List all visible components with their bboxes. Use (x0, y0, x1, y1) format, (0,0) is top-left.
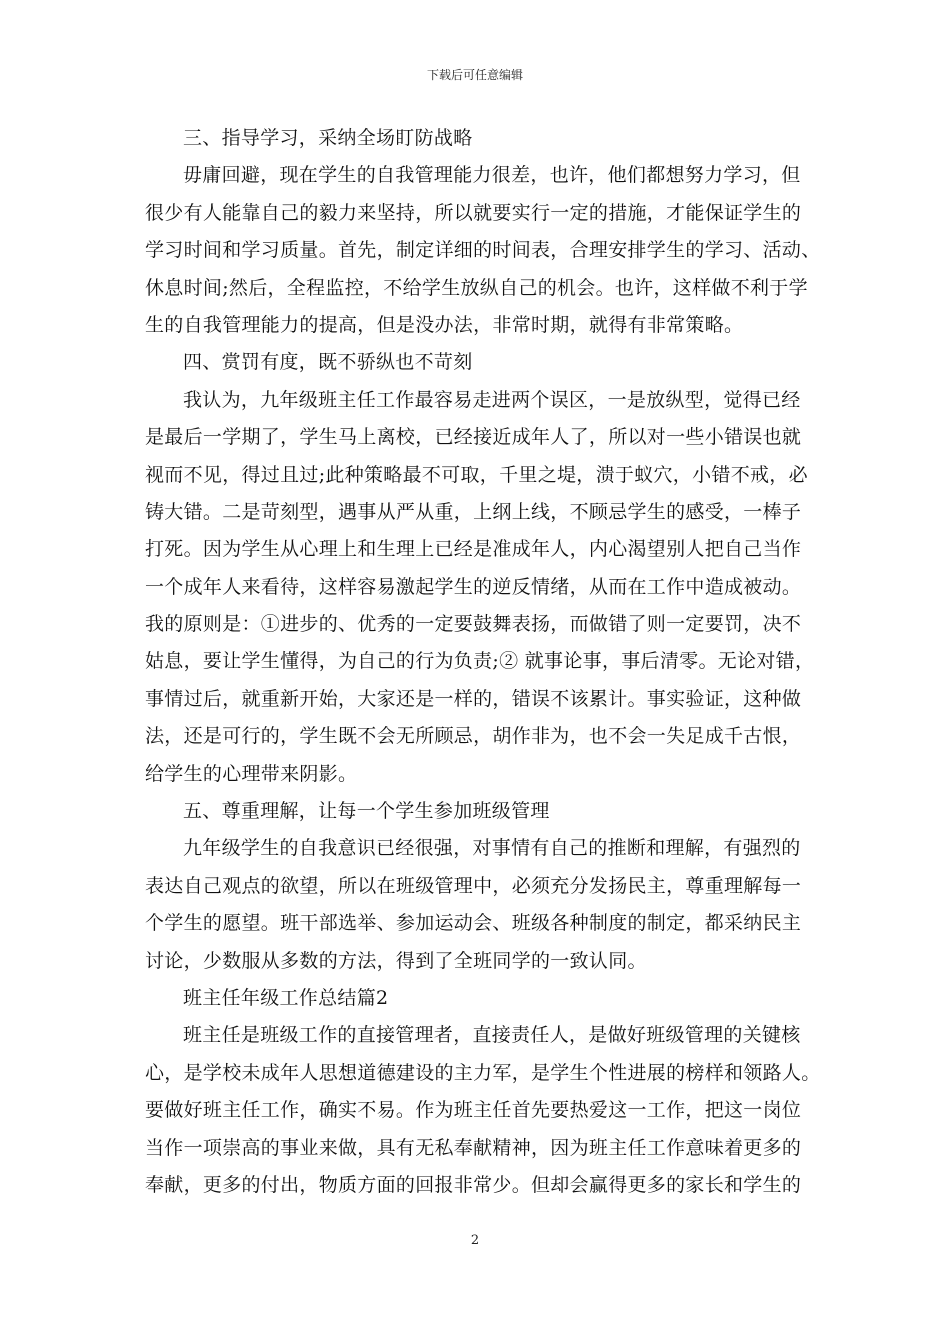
text-line: 姑息，要让学生懂得，为自己的行为负责;② 就事论事，事后清零。无论对错， (145, 650, 815, 673)
text-line: 四、赏罚有度，既不骄纵也不苛刻 (183, 351, 473, 374)
text-line: 我的原则是：①进步的、优秀的一定要鼓舞表扬，而做错了则一定要罚，决不 (145, 613, 802, 636)
text-line: 心，是学校未成年人思想道德建设的主力军，是学生个性进展的榜样和领路人。 (145, 1061, 821, 1084)
text-line: 班主任是班级工作的直接管理者，直接责任人，是做好班级管理的关键核 (183, 1024, 801, 1047)
document-body (145, 120, 821, 1204)
text-line: 要做好班主任工作，确实不易。作为班主任首先要热爱这一工作，把这一岗位 (145, 1099, 802, 1122)
text-line: 事情过后，就重新开始，大家还是一样的，错误不该累计。事实验证，这种做 (145, 687, 802, 710)
text-line: 九年级学生的自我意识已经很强，对事情有自己的推断和理解，有强烈的 (183, 837, 801, 860)
text-line: 一个成年人来看待，这样容易激起学生的逆反情绪，从而在工作中造成被动。 (145, 575, 802, 598)
text-line: 我认为，九年级班主任工作最容易走进两个误区，一是放纵型，觉得已经 (183, 388, 801, 411)
text-line: 铸大错。二是苛刻型，遇事从严从重，上纲上线，不顾忌学生的感受，一棒子 (145, 500, 802, 523)
text-line: 表达自己观点的欲望，所以在班级管理中，必须充分发扬民主，尊重理解每一 (145, 874, 802, 897)
text-line: 奉献，更多的付出，物质方面的回报非常少。但却会赢得更多的家长和学生的 (145, 1173, 802, 1196)
page-number: 2 (470, 1233, 480, 1248)
text-line: 休息时间;然后，全程监控，不给学生放纵自己的机会。也许，这样做不利于学 (145, 276, 808, 299)
text-line: 班主任年级工作总结篇2 (183, 986, 389, 1009)
text-line: 讨论，少数服从多数的方法，得到了全班同学的一致认同。 (145, 949, 647, 972)
text-line: 个学生的愿望。班干部选举、参加运动会、班级各种制度的制定，都采纳民主 (145, 912, 802, 935)
text-line: 生的自我管理能力的提高，但是没办法，非常时期，就得有非常策略。 (145, 313, 744, 336)
text-line: 三、指导学习，采纳全场盯防战略 (183, 127, 473, 149)
text-line: 视而不见，得过且过;此种策略最不可取，千里之堤，溃于蚁穴，小错不戒，必 (145, 463, 808, 486)
text-line: 五、尊重理解，让每一个学生参加班级管理 (183, 800, 550, 823)
text-line: 当作一项崇高的事业来做，具有无私奉献精神，因为班主任工作意味着更多的 (145, 1136, 802, 1159)
text-line: 很少有人能靠自己的毅力来坚持，所以就要实行一定的措施，才能保证学生的 (145, 201, 802, 224)
page-header-note: 下载后可任意编辑 (426, 68, 523, 82)
text-line: 法，还是可行的，学生既不会无所顾忌，胡作非为，也不会一失足成千古恨， (145, 725, 802, 748)
text-line: 打死。因为学生从心理上和生理上已经是准成年人，内心渴望别人把自己当作 (145, 538, 802, 561)
text-line: 是最后一学期了，学生马上离校，已经接近成年人了，所以对一些小错误也就 (145, 426, 802, 449)
text-line: 学习时间和学习质量。首先，制定详细的时间表，合理安排学生的学习、活动、 (145, 239, 821, 262)
text-line: 给学生的心理带来阴影。 (145, 762, 358, 785)
text-line: 毋庸回避，现在学生的自我管理能力很差，也许，他们都想努力学习，但 (183, 164, 801, 187)
